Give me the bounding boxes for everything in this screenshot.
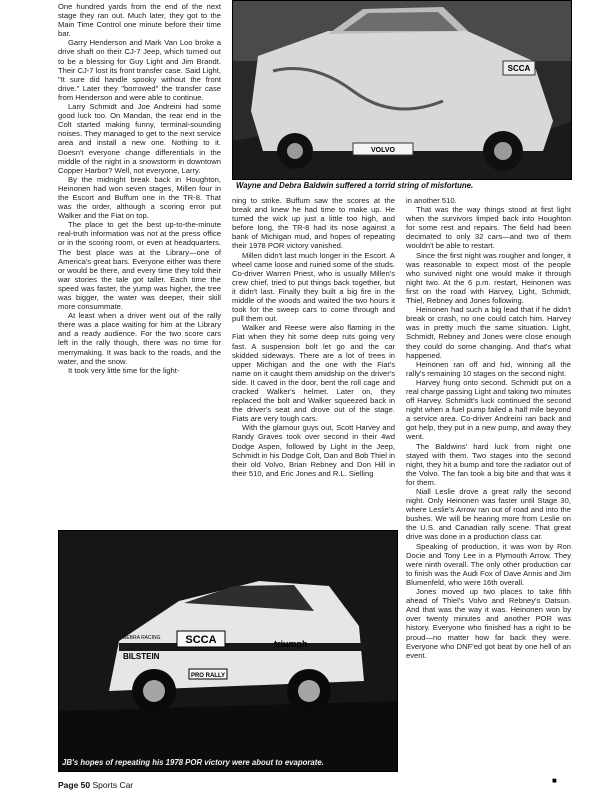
sponsor-decal-sebra: SEBRA RACING (123, 635, 161, 641)
article-column-3 (406, 196, 571, 800)
paragraph: Millen didn't last much longer in the Escort. A wheel came loose and ruined some of the studs. Co-driver Warren Priest, who is usually Millen's crew chief, tried to put things back together, but it didn't last. Finally they built a big fire in the middle of the woods and waited the two hours it took for the sweep cars to come through and pull them out. (232, 250, 395, 324)
paragraph: The place to get the best up-to-the-minute real-truth information was not at the press office or in the scoring room, or even at headquarters. The best place was at the Library—one of America's great bars. Everyone either was there or would be there, and every time they told their war stories the tale got taller. Each time the speed was faster, the yump was higher, the tree was bigger, the water was deeper, their skill more consummate. (58, 220, 221, 312)
article-end-mark: ■ (552, 776, 557, 785)
photo-caption-top: Wayne and Debra Baldwin suffered a torrid string of misfortune. (236, 181, 474, 190)
brand-decal-triumph: triumph (274, 639, 308, 649)
sponsor-decal-bilstein: BILSTEIN (123, 652, 160, 661)
paragraph: Garry Henderson and Mark Van Loo broke a drive shaft on their CJ-7 Jeep, which turned out to be a blessing for Guy Light and Jim Brandt. Their CJ-7 lost its front transfer case. Said Light, "It sure did handle spooky without the front drive." Later they "borrowed" the transfer case from Henderson and were able to continue. (58, 38, 221, 102)
paragraph: Larry Schmidt and Joe Andreini had some good luck too. On Mandan, the rear end in the Colt started making funny, terminal-sounding noises. They managed to get to the next service area and install a new one. Nothing to it. Doesn't everyone change differentials in the middle of the night in a snowstorm in downtown Copper Harbor? Well, not everyone, Larry. (58, 102, 221, 175)
paragraph: Niall Leslie drove a great rally the second night. Only Heinonen was faster until Stage 30, where Leslie's Arrow ran out of road and into the bushes. We will be hearing more from Leslie on the U.S. and Canadian rally scene. That great drive was done in a production class car. (406, 487, 571, 542)
paragraph: Heinonen had such a big lead that if he didn't break or crash, no one could catch him. Harvey was in pretty much the same situation. Light, Schmidt, Rebney and Jones were close enough they could do some changing. And that's what happened. (406, 305, 571, 360)
article-column-1 (58, 2, 221, 528)
paragraph: One hundred yards from the end of the next stage they ran out. Much later, they got to the Main Time Control one minute before their time bar. (58, 2, 221, 39)
door-decal-scca: SCCA (507, 64, 531, 73)
decal-pro-rally: PRO RALLY (190, 673, 226, 679)
paragraph: Walker and Reese were also flaming in the Fiat when they hit some deep ruts going very fast. A suspension bolt let go and the car skidded sideways. There are a lot of trees in upper Michigan and the one with the Fiat's name on it caught them amidship on the driver's side. It caved in the door, bent the roll cage and cracked Walker's helmet. Later on, they replaced the bolt and Walker squeezed back in the driver's seat and drove out of the stage. Fiats are very tough cars. (232, 323, 395, 424)
paragraph: in another 510. (406, 196, 457, 205)
volvo-rally-car-image (233, 1, 571, 179)
paragraph: That was the way things stood at first light when the survivors limped back into Houghton for some rest and repairs. The field had been decimated to only 32 cars—and two of them wouldn't be able to restart. (406, 205, 571, 251)
paragraph: Heinonen ran off and hid, winning all the rally's remaining 10 stages on the second night. (406, 359, 571, 378)
paragraph: Harvey hung onto second. Schmidt put on a real charge passing Light and taking two minutes off Harvey. Schmidt's luck continued the second night when a fuel pump failed a half mile beyond a service area. Co-driver Andreini ran back and got help, they put in a new pump, and away they went. (406, 377, 571, 442)
door-decal-scca: SCCA (185, 634, 217, 646)
paragraph: Speaking of production, it was won by Ron Docie and Tony Lee in a Plymouth Arrow. They were ninth overall. The only other production car to finish was the Audi Fox of Dave Annis and Jim Blumenfeld, who were 16th overall. (406, 541, 571, 587)
triumph-rally-car-image (59, 531, 397, 771)
photo-caption-bottom: JB's hopes of repeating his 1978 POR victory were about to evaporate. (62, 758, 324, 767)
plate-decal-volvo: VOLVO (371, 147, 395, 154)
article-column-2 (232, 196, 395, 528)
paragraph: By the midnight break back in Houghton, Heinonen had won seven stages, Millen four in the Escort and Buffum one in the TR-8. That was the order, although a scoring error put Walker and the Fiat on top. (58, 174, 221, 221)
rally-photo-volvo (232, 0, 572, 180)
paragraph: At least when a driver went out of the rally there was a place waiting for him at the Library and a ready audience. For the two score cars left in the rally though, there was no time for merrymaking. It was back to the roads, and the water, and the snow. (58, 311, 221, 366)
paragraph: With the glamour guys out, Scott Harvey and Randy Graves took over second in their 4wd Dodge Aspen, followed by Light in the Jeep, Schmidt in his Dodge Colt, Dan and Bob Thiel in their old Volvo, Brian Rebney and Don Hill in their 510, and Eric Jones and R.L. Sielling (232, 423, 395, 478)
page-footer (58, 780, 133, 790)
paragraph: Since the first night was rougher and longer, it was reasonable to expect most of the people who survived night one would make it through night two. At the 6 p.m. restart, Heinonen was first on the road with Harvey, Light, Schmidt, Thiel, Rebney and Jones following. (406, 250, 571, 306)
paragraph: ning to strike. Buffum saw the scores at the break and knew he had time to make up. He turned the wick up just a little too high, and before long, the TR-8 had its nose against a bank of Michigan mud, and hopes of repeating their 1978 POR victory vanished. (232, 196, 395, 251)
rally-photo-triumph (58, 530, 398, 772)
paragraph: It took very little time for the light- (68, 365, 180, 375)
paragraph: The Baldwins' hard luck from night one stayed with them. Two stages into the second night, they hit a bump and tore the radiator out of the Volvo. The fan took a big bite and that was it for them. (406, 441, 571, 487)
paragraph: Jones moved up two places to take fifth ahead of Thiel's Volvo and Rebney's Datsun. And that was the way it was. Heinonen won by over twenty minutes and another POR was history. Everyone who finished has a right to be proud—no matter how far back they were. Everyone who DNF'ed got beat by one hell of an event. (406, 587, 571, 660)
magazine-name: Sports Car (92, 780, 134, 790)
page-number: Page 50 (58, 780, 91, 790)
